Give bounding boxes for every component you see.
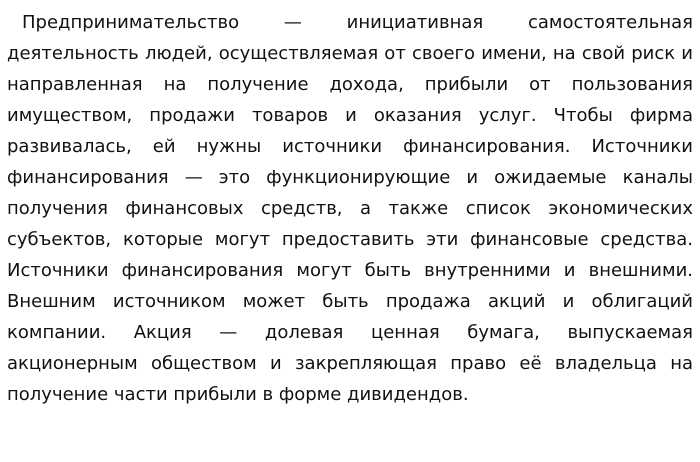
document-body <box>7 7 693 410</box>
body-paragraph: Предпринимательство — инициативная самостоятельная деятельность людей, осуществляемая от своего имени, на свой риск и направленная на получение дохода, прибыли от пользования имуществом, продажи товаров и оказания услуг. Чтобы фирма развивалась, ей нужны источники финансирования. Источники финансирования — это функционирующие и ожидаемые каналы получения финансовых средств, а также список экономических субъектов, которые могут предоставить эти финансовые средства. Источники финансирования могут быть внутренними и внешними. Внешним источником может быть продажа акций и облигаций компании. Акция — долевая ценная бумага, выпускаемая акционерным обществом и закрепляющая право её владельца на получение части прибыли в форме дивидендов. <box>7 12 693 405</box>
